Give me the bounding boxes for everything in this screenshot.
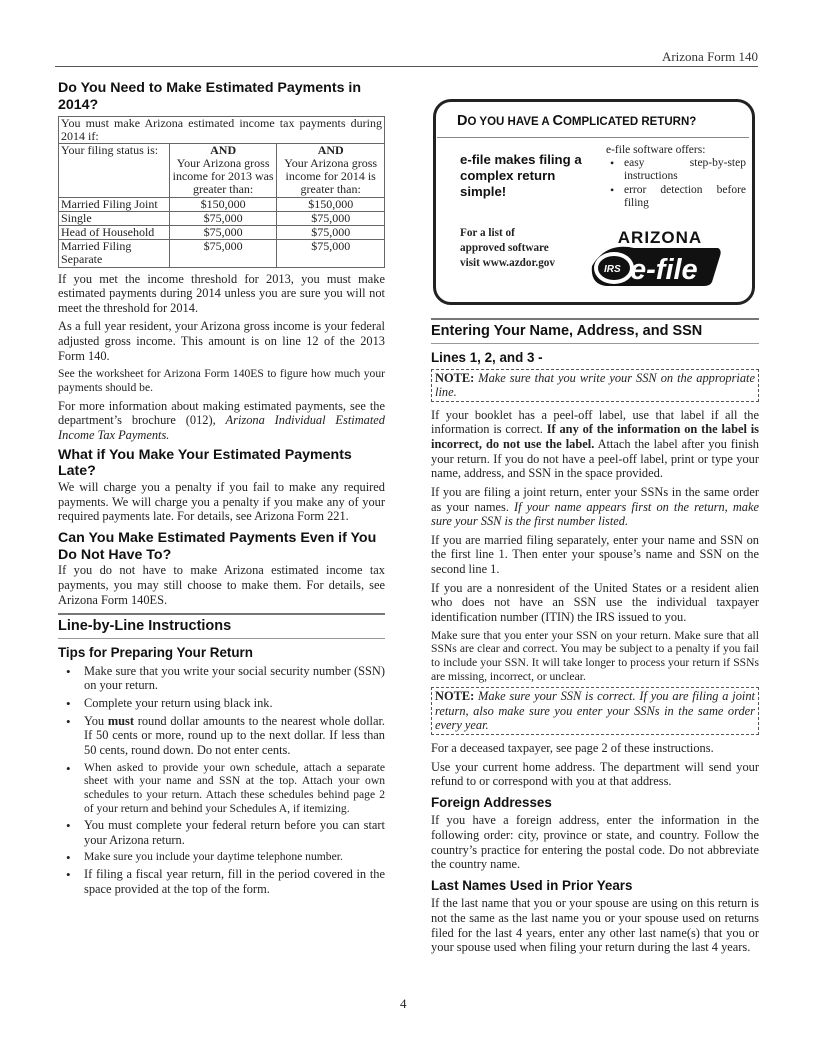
table-header-2014-and: AND	[317, 142, 344, 157]
note-text: Make sure your SSN is correct. If you are filing a joint return, also make sure you enter your SSNs in the same order every year.	[435, 689, 755, 733]
title-part: O YOU HAVE A	[467, 116, 553, 128]
paragraph-even: If you do not have to make Arizona estimated income tax payments, you may still choose to make them. For details, see Arizona Form 140ES.	[58, 563, 385, 607]
list-item: • Make sure that you write your social security number (SSN) on your return.	[84, 664, 385, 693]
paragraph-worksheet: See the worksheet for Arizona Form 140ES to figure how much your payments should be.	[58, 367, 385, 394]
logo-efile-text: e-file	[630, 254, 698, 286]
list-item: • When asked to provide your own schedule, attach a separate sheet with your name and SSN at the top. Attach your own schedules to your return. Attach these schedules behind page 2 of your return and behind your Schedules A, if itemizing.	[84, 761, 385, 816]
table-header-2014-text: Your Arizona gross income for 2014 is greater than:	[284, 156, 378, 197]
paragraph-foreign: If you have a foreign address, enter the information in the following order: city, province or state, and country. Follow the country’s practice for entering the postal code. Do not abbreviate the country name.	[431, 813, 759, 872]
more-info-text: For more information about making estimated payments, see the department’s brochure (012),	[58, 398, 385, 428]
note-ssn-line	[431, 369, 759, 402]
table-cell-2014: $75,000	[277, 226, 385, 240]
estimated-payments-table	[58, 116, 385, 268]
heading-make-payments-anyway: Can You Make Estimated Payments Even if You Do Not Have To?	[58, 529, 377, 563]
heading-foreign-addresses: Foreign Addresses	[431, 794, 552, 810]
efile-offers	[606, 144, 746, 210]
table-cell-2013: $150,000	[169, 197, 277, 211]
paragraph-deceased: For a deceased taxpayer, see page 2 of these instructions.	[431, 741, 714, 756]
title-part: OMPLICATED RETURN?	[562, 116, 697, 128]
brochure-title: Arizona Individual Estimated Income Tax Payments.	[58, 413, 385, 442]
list-item	[84, 714, 385, 758]
tips-list	[58, 664, 385, 897]
heading-tips: Tips for Preparing Your Return	[58, 645, 253, 661]
right-column	[431, 318, 759, 959]
heading-payments-late: What if You Make Your Estimated Payments Late?	[58, 446, 352, 480]
list-item: • Make sure you include your daytime telephone number.	[84, 850, 385, 864]
note-text: Make sure that you write your SSN on the appropriate line.	[435, 370, 755, 400]
paragraph-make-sure-ssn: Make sure that you enter your SSN on your return. Make sure that all SSNs are clear and correct. You may be subject to a penalty if you fail to include your SSN. It will take longer to process your return if SSNs are missing, incorrect, or unclear.	[431, 628, 759, 683]
table-intro: You must make Arizona estimated income tax payments during 2014 if:	[61, 115, 382, 143]
table-cell-2014: $75,000	[277, 211, 385, 225]
efile-tagline: e-file makes filing a complex return simple!	[460, 152, 582, 200]
title-part: C	[552, 113, 563, 129]
table-cell-status: Married Filing Separate	[59, 240, 170, 267]
emphasis-text: If any of the information on the label is incorrect, do not use the label.	[431, 422, 760, 452]
text: If you are filing a joint return, enter your SSNs in the same order as your names.	[431, 484, 759, 514]
list-item: • You must complete your federal return before you can start your Arizona return.	[84, 818, 385, 847]
table-row	[59, 240, 385, 267]
note-line: approved software	[460, 242, 549, 255]
paragraph-last-names: If the last name that you or your spouse are using on this return is not the same as the last name you or your spouse used on returns filed for the last 4 years, enter any other last name(s) that you or your spouse used when filing your return during the last 4 years.	[431, 896, 759, 955]
table-header-2013-text: Your Arizona gross income for 2013 was greater than:	[172, 156, 274, 197]
list-item: • If filing a fiscal year return, fill in the period covered in the space provided at the top of the form.	[84, 867, 385, 896]
list-item: • easy step-by-step instructions	[624, 157, 746, 183]
table-cell-2013: $75,000	[169, 240, 277, 267]
list-item: • Complete your return using black ink.	[84, 696, 385, 711]
list-item: • error detection before filing	[624, 184, 746, 210]
note-ssn-correct	[431, 687, 759, 735]
paragraph-joint-return	[431, 485, 759, 529]
table-header-2014	[277, 143, 385, 197]
arizona-efile-logo	[586, 226, 724, 286]
logo-arizona-text: ARIZONA	[617, 228, 703, 247]
form-name-header: Arizona Form 140	[661, 49, 758, 64]
table-header-status: Your filing status is:	[59, 143, 170, 197]
heading-estimated-payments: Do You Need to Make Estimated Payments in 2014?	[58, 80, 362, 113]
italic-text: If your name appears first on the return, make sure your SSN is the first number listed.	[431, 499, 759, 529]
heading-entering-name: Entering Your Name, Address, and SSN	[431, 318, 759, 344]
paragraph-threshold: If you met the income threshold for 2013, you must make estimated payments during 2014 unless you are sure you will not meet the threshold for 2014.	[58, 271, 385, 315]
heading-last-names: Last Names Used in Prior Years	[431, 877, 633, 893]
paragraph-more-info	[58, 399, 385, 443]
table-cell-status: Single	[59, 211, 170, 225]
note-label: NOTE:	[435, 689, 475, 704]
table-header-2013	[169, 143, 277, 197]
paragraph-nonresident: If you are a nonresident of the United States or a resident alien who does not have an SSN use the individual taxpayer identification number (ITIN) the IRS issued to you.	[431, 580, 759, 624]
paragraph-full-year: As a full year resident, your Arizona gross income is your federal adjusted gross income. This amount is on line 12 of the 2013 Form 140.	[58, 319, 385, 363]
table-cell-2013: $75,000	[169, 211, 277, 225]
table-row	[59, 211, 385, 225]
note-line: visit www.azdor.gov	[460, 257, 555, 270]
page-number: 4	[400, 996, 407, 1011]
approved-software-note	[460, 226, 580, 271]
table-cell-2014: $150,000	[277, 197, 385, 211]
heading-line-by-line: Line-by-Line Instructions	[58, 613, 385, 639]
efile-box-title	[457, 113, 696, 130]
table-header-2013-and: AND	[210, 142, 237, 157]
table-row	[59, 197, 385, 211]
paragraph-peel-off-label	[431, 408, 759, 481]
left-column	[58, 80, 385, 899]
tip-emphasis: must	[107, 713, 134, 728]
logo-irs-text: IRS	[604, 264, 621, 275]
table-row	[59, 226, 385, 240]
paragraph-late: We will charge you a penalty if you fail to make any required payments. We will charge you a penalty if you make any of your required payments late. For details, see Arizona Form 221.	[58, 480, 385, 524]
tip-text: round dollar amounts to the nearest whole dollar. If 50 cents or more, round up to the next dollar. If less than 50 cents, round down. Do not enter cents.	[84, 713, 385, 757]
paragraph-married-separately: If you are married filing separately, enter your name and SSN on the first line 1. Then enter your spouse’s name and SSN on the second line 1.	[431, 532, 759, 577]
tip-text: You	[84, 713, 108, 728]
header-rule	[55, 66, 758, 67]
efile-box-divider	[437, 137, 749, 138]
offers-title: e-file software offers:	[606, 144, 706, 156]
note-line: For a list of	[460, 227, 515, 239]
offers-list	[606, 157, 746, 210]
title-part: D	[457, 113, 468, 129]
table-cell-status: Head of Household	[59, 226, 170, 240]
text: If your booklet has a peel-off label, use that label if all the information is correct.	[431, 407, 759, 437]
paragraph-home-address: Use your current home address. The department will send your refund to or correspond with you at that address.	[431, 759, 759, 789]
table-cell-2013: $75,000	[169, 226, 277, 240]
text: Attach the label after you finish your return. If you do not have a peel-off label, print or type your name, address, and SSN in the space provided.	[431, 437, 759, 481]
heading-lines-1-2-3: Lines 1, 2, and 3 -	[431, 350, 543, 366]
table-cell-status: Married Filing Joint	[59, 197, 170, 211]
table-cell-2014: $75,000	[277, 240, 385, 267]
note-label: NOTE:	[435, 370, 475, 385]
